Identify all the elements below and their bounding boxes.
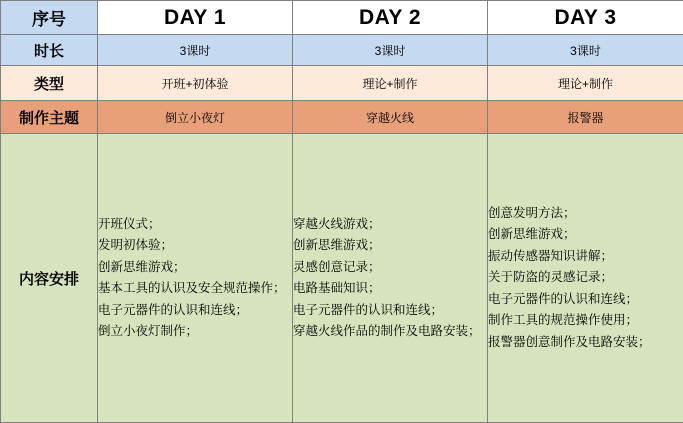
content-line: 电子元器件的认识和连线； bbox=[293, 300, 487, 322]
type-day-2: 理论+制作 bbox=[293, 66, 488, 101]
theme-day-3: 报警器 bbox=[488, 101, 683, 134]
content-day-1 bbox=[98, 134, 293, 423]
content-line: 倒立小夜灯制作； bbox=[98, 321, 292, 343]
content-line: 穿越火线游戏； bbox=[293, 214, 487, 236]
table-row-theme bbox=[1, 101, 683, 134]
theme-day-2: 穿越火线 bbox=[293, 101, 488, 134]
content-line: 创新思维游戏； bbox=[98, 257, 292, 279]
content-day-2 bbox=[293, 134, 488, 423]
content-line: 关于防盗的灵感记录； bbox=[488, 267, 683, 289]
table-row-header bbox=[1, 1, 683, 35]
content-line: 振动传感器知识讲解； bbox=[488, 246, 683, 268]
type-day-1: 开班+初体验 bbox=[98, 66, 293, 101]
row-label-type: 类型 bbox=[1, 66, 98, 101]
row-label-index: 序号 bbox=[1, 1, 98, 35]
content-line: 创新思维游戏； bbox=[293, 235, 487, 257]
content-day-3 bbox=[488, 134, 683, 423]
content-line: 电子元器件的认识和连线； bbox=[488, 289, 683, 311]
table-row-type bbox=[1, 66, 683, 101]
column-header-day-2: DAY 2 bbox=[293, 1, 488, 35]
content-line: 电路基础知识； bbox=[293, 278, 487, 300]
content-line: 开班仪式； bbox=[98, 214, 292, 236]
duration-day-3: 3课时 bbox=[488, 35, 683, 66]
content-line: 报警器创意制作及电路安装； bbox=[488, 332, 683, 354]
content-line: 制作工具的规范操作使用； bbox=[488, 310, 683, 332]
content-line: 电子元器件的认识和连线； bbox=[98, 300, 292, 322]
row-label-theme: 制作主题 bbox=[1, 101, 98, 134]
duration-day-2: 3课时 bbox=[293, 35, 488, 66]
table-row-duration bbox=[1, 35, 683, 66]
column-header-day-3: DAY 3 bbox=[488, 1, 683, 35]
duration-day-1: 3课时 bbox=[98, 35, 293, 66]
row-label-content: 内容安排 bbox=[1, 134, 98, 423]
theme-day-1: 倒立小夜灯 bbox=[98, 101, 293, 134]
column-header-day-1: DAY 1 bbox=[98, 1, 293, 35]
row-label-duration: 时长 bbox=[1, 35, 98, 66]
content-line: 创新思维游戏； bbox=[488, 224, 683, 246]
content-line: 创意发明方法； bbox=[488, 203, 683, 225]
content-line: 发明初体验； bbox=[98, 235, 292, 257]
content-line: 穿越火线作品的制作及电路安装； bbox=[293, 321, 487, 343]
type-day-3: 理论+制作 bbox=[488, 66, 683, 101]
content-line: 灵感创意记录； bbox=[293, 257, 487, 279]
table-row-content bbox=[1, 134, 683, 423]
content-line: 基本工具的认识及安全规范操作； bbox=[98, 278, 292, 300]
